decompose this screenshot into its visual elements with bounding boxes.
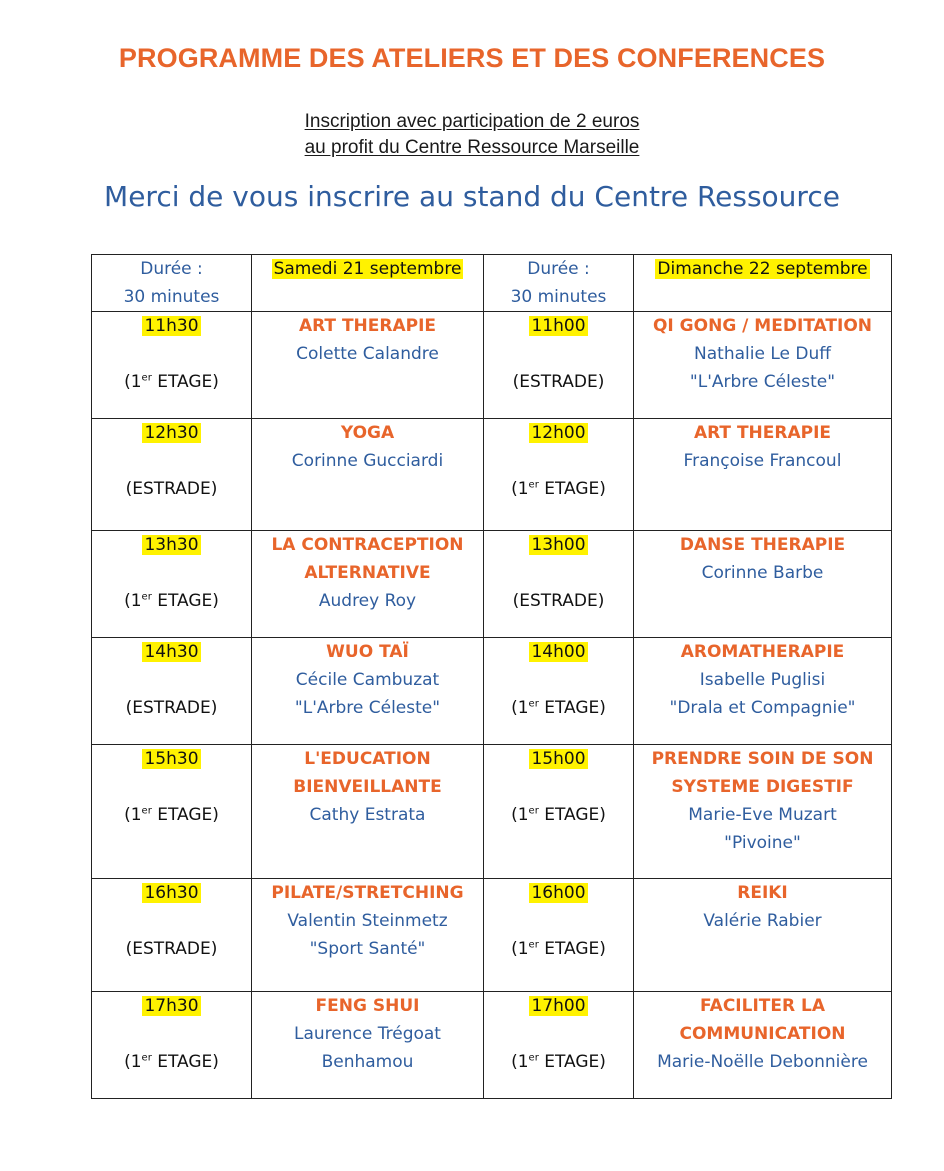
activity-title: COMMUNICATION (679, 1024, 846, 1044)
sunday-time-cell (484, 312, 634, 419)
schedule-row (92, 312, 892, 419)
speaker-name: Valérie Rabier (703, 911, 822, 931)
speaker-name: Colette Calandre (296, 344, 439, 364)
activity-title: ART THERAPIE (298, 316, 437, 336)
schedule-row (92, 638, 892, 745)
speaker-name: "L'Arbre Céleste" (294, 698, 441, 718)
speaker-name: Françoise Francoul (683, 451, 842, 471)
schedule-row (92, 531, 892, 638)
activity-title: REIKI (737, 883, 788, 903)
time-label: 11h00 (531, 316, 586, 336)
location-label: (ESTRADE) (125, 698, 218, 718)
saturday-time-cell (92, 879, 252, 992)
location-label: (1er ETAGE) (124, 805, 219, 825)
location-label: (1er ETAGE) (511, 698, 606, 718)
speaker-name: "L'Arbre Céleste" (689, 372, 836, 392)
activity-title: WUO TAÏ (326, 642, 409, 662)
activity-title: YOGA (340, 423, 395, 443)
sunday-activity-cell (634, 312, 892, 419)
activity-title: L'EDUCATION (304, 749, 431, 769)
time-label: 15h00 (531, 749, 586, 769)
speaker-name: "Pivoine" (724, 833, 801, 853)
speaker-name: Benhamou (321, 1052, 414, 1072)
sunday-time-cell (484, 638, 634, 745)
activity-title: PILATE/STRETCHING (271, 883, 464, 903)
saturday-time-cell (92, 531, 252, 638)
speaker-name: Isabelle Puglisi (699, 670, 826, 690)
sunday-activity-cell (634, 879, 892, 992)
speaker-name: Cécile Cambuzat (295, 670, 440, 690)
saturday-time-cell (92, 992, 252, 1099)
speaker-name: Corinne Barbe (701, 563, 824, 583)
sunday-time-cell (484, 879, 634, 992)
schedule-row (92, 879, 892, 992)
location-label: (ESTRADE) (512, 591, 605, 611)
registration-note: Merci de vous inscrire au stand du Centre Ressource (104, 180, 840, 213)
schedule-table (91, 254, 892, 1099)
speaker-name: "Drala et Compagnie" (669, 698, 856, 718)
saturday-time-cell (92, 638, 252, 745)
time-label: 12h00 (531, 423, 586, 443)
location-label: (1er ETAGE) (511, 939, 606, 959)
sunday-activity-cell (634, 419, 892, 531)
activity-title: QI GONG / MEDITATION (652, 316, 872, 336)
sunday-header: Dimanche 22 septembre (634, 255, 892, 312)
speaker-name: "Sport Santé" (309, 939, 426, 959)
saturday-time-cell (92, 419, 252, 531)
activity-title: AROMATHERAPIE (680, 642, 845, 662)
location-label: (1er ETAGE) (511, 479, 606, 499)
subtitle-line-2: au profit du Centre Ressource Marseille (304, 137, 640, 158)
sunday-activity-cell (634, 992, 892, 1099)
sunday-activity-cell (634, 745, 892, 879)
activity-title: BIENVEILLANTE (293, 777, 442, 797)
page-title: PROGRAMME DES ATELIERS ET DES CONFERENCES (118, 43, 826, 73)
speaker-name: Marie-Eve Muzart (688, 805, 837, 825)
saturday-time-cell (92, 312, 252, 419)
schedule-row (92, 745, 892, 879)
saturday-activity-cell (252, 745, 484, 879)
activity-title: FACILITER LA (700, 996, 825, 1016)
speaker-name: Cathy Estrata (309, 805, 426, 825)
time-label: 15h30 (144, 749, 199, 769)
saturday-time-cell (92, 745, 252, 879)
activity-title: FENG SHUI (315, 996, 420, 1016)
activity-title: ALTERNATIVE (304, 563, 431, 583)
saturday-activity-cell (252, 531, 484, 638)
saturday-activity-cell (252, 312, 484, 419)
activity-title: SYSTEME DIGESTIF (671, 777, 854, 797)
location-label: (1er ETAGE) (124, 591, 219, 611)
time-label: 13h30 (144, 535, 199, 555)
schedule-row (92, 419, 892, 531)
time-label: 17h00 (531, 996, 586, 1016)
speaker-name: Nathalie Le Duff (694, 344, 831, 364)
activity-title: DANSE THERAPIE (679, 535, 846, 555)
time-label: 16h00 (531, 883, 586, 903)
saturday-activity-cell (252, 638, 484, 745)
saturday-activity-cell (252, 992, 484, 1099)
saturday-activity-cell (252, 879, 484, 992)
activity-title: ART THERAPIE (693, 423, 832, 443)
saturday-activity-cell (252, 419, 484, 531)
time-label: 13h00 (531, 535, 586, 555)
location-label: (1er ETAGE) (124, 1052, 219, 1072)
sunday-time-cell (484, 992, 634, 1099)
sun-duration-header: Durée : 30 minutes (484, 255, 634, 312)
time-label: 12h30 (144, 423, 199, 443)
saturday-header: Samedi 21 septembre (252, 255, 484, 312)
activity-title: PRENDRE SOIN DE SON (651, 749, 874, 769)
speaker-name: Corinne Gucciardi (291, 451, 444, 471)
location-label: (1er ETAGE) (511, 805, 606, 825)
time-label: 16h30 (144, 883, 199, 903)
location-label: (1er ETAGE) (511, 1052, 606, 1072)
sunday-time-cell (484, 419, 634, 531)
time-label: 14h00 (531, 642, 586, 662)
header-row (92, 255, 892, 312)
schedule-row (92, 992, 892, 1099)
speaker-name: Marie-Noëlle Debonnière (657, 1052, 868, 1072)
location-label: (ESTRADE) (512, 372, 605, 392)
time-label: 14h30 (144, 642, 199, 662)
sat-duration-header: Durée : 30 minutes (92, 255, 252, 312)
activity-title: LA CONTRACEPTION (271, 535, 464, 555)
sunday-activity-cell (634, 638, 892, 745)
location-label: (1er ETAGE) (124, 372, 219, 392)
speaker-name: Audrey Roy (318, 591, 417, 611)
location-label: (ESTRADE) (125, 479, 218, 499)
speaker-name: Laurence Trégoat (294, 1024, 441, 1044)
sunday-time-cell (484, 745, 634, 879)
location-label: (ESTRADE) (125, 939, 218, 959)
time-label: 11h30 (144, 316, 199, 336)
sunday-activity-cell (634, 531, 892, 638)
speaker-name: Valentin Steinmetz (287, 911, 448, 931)
time-label: 17h30 (144, 996, 199, 1016)
sunday-time-cell (484, 531, 634, 638)
subtitle-line-1: Inscription avec participation de 2 euros (304, 111, 640, 132)
